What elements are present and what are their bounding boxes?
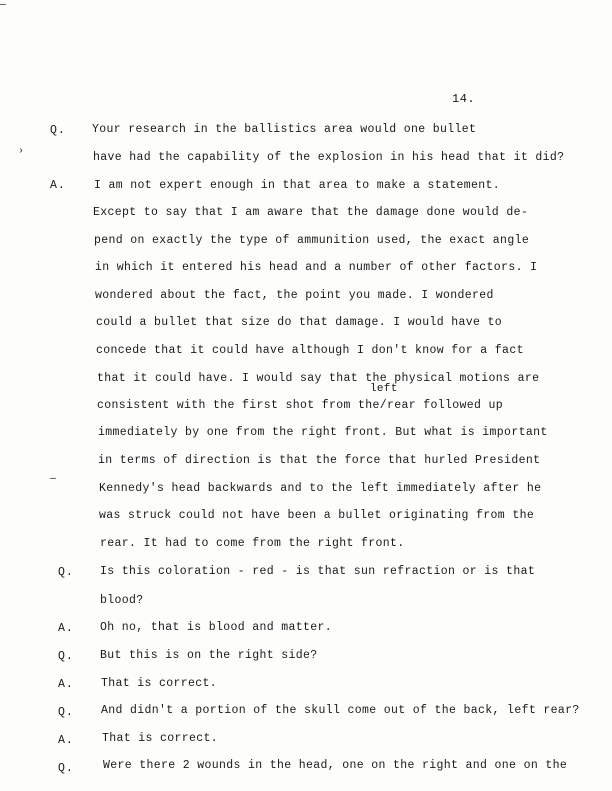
transcript-line: That is correct.	[102, 732, 219, 745]
transcript-line: wondered about the fact, the point you made. I wondered	[95, 289, 494, 302]
transcript-line: Except to say that I am aware that the damage done would de-	[93, 206, 529, 219]
transcript-line: have had the capability of the explosion in his head that it did?	[93, 151, 565, 164]
speaker-q: Q.	[58, 762, 74, 775]
speaker-a: A.	[58, 678, 74, 691]
transcript-line: could a bullet that size do that damage. I would have to	[96, 316, 503, 329]
transcript-line: But this is on the right side?	[100, 649, 318, 662]
transcript-line: pend on exactly the type of ammunition used, the exact angle	[94, 234, 530, 247]
margin-mark-dash: —	[50, 474, 57, 485]
transcript-line: And didn't a portion of the skull come out of the back, left rear?	[101, 704, 580, 717]
page-number: 14.	[452, 92, 476, 106]
speaker-q: Q.	[58, 650, 74, 663]
margin-mark-top: —	[0, 0, 7, 11]
speaker-a: A.	[50, 179, 66, 192]
speaker-q: Q.	[50, 124, 66, 137]
transcript-line: that it could have. I would say that the physical motions are	[97, 372, 540, 385]
transcript-line: That is correct.	[101, 677, 218, 690]
speaker-a: A.	[58, 622, 74, 635]
transcript-line: blood?	[100, 594, 144, 607]
speaker-q: Q.	[58, 706, 74, 719]
margin-mark-tick: ›	[18, 146, 25, 157]
interlineation: left	[370, 383, 398, 395]
transcript-line: concede that it could have although I don't know for a fact	[96, 344, 524, 357]
transcript-line: was struck could not have been a bullet originating from the	[99, 509, 535, 522]
transcript-line: in terms of direction is that the force that hurled President	[98, 454, 541, 467]
transcript-line: Kennedy's head backwards and to the left immediately after he	[99, 482, 542, 495]
transcript-line: I am not expert enough in that area to make a statement.	[94, 179, 501, 192]
transcript-line: Your research in the ballistics area would one bullet	[92, 123, 477, 136]
transcript-line: Is this coloration - red - is that sun refraction or is that	[100, 565, 536, 578]
transcript-line: immediately by one from the right front. But what is important	[98, 426, 548, 439]
transcript-line: Were there 2 wounds in the head, one on the right and one on the	[103, 759, 568, 772]
transcript-line: consistent with the first shot from the/rear followed up	[97, 399, 504, 412]
transcript-line: Oh no, that is blood and matter.	[100, 621, 333, 634]
transcript-line: in which it entered his head and a number of other factors. I	[95, 261, 538, 274]
transcript-line: rear. It had to come from the right front.	[100, 537, 405, 550]
speaker-q: Q.	[58, 566, 74, 579]
speaker-a: A.	[58, 734, 74, 747]
